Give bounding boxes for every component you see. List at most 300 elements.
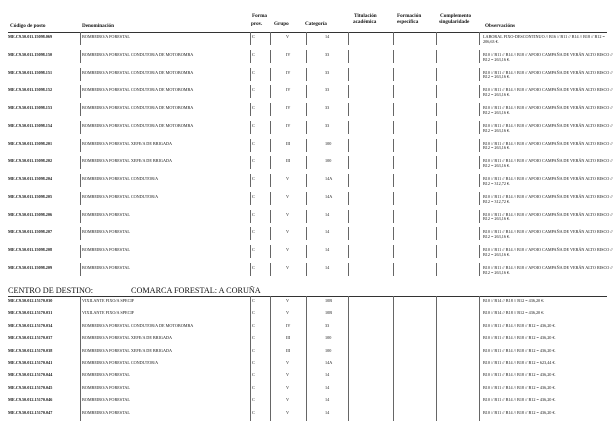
cell-denominacion: BOMBEIRO/A FORESTAL XEFE/A DE BRIGADA [82,140,173,146]
cell-code: ME.C9.50.012.15170.030 [8,298,53,303]
column-separator [393,395,394,408]
cell-categoria: 33 [325,105,330,110]
cell-forma-prov: C [252,322,255,328]
column-separator [348,370,349,383]
column-separator [436,32,437,45]
cell-code: ME.C9.50.011.15098.206 [8,211,53,217]
cell-grupo: V [286,176,290,181]
column-separator [250,263,251,276]
cell-categoria: 14 [325,247,330,252]
column-separator [348,395,349,408]
cell-grupo: III [286,347,291,353]
column-separator [436,245,437,258]
cell-denominacion: BOMBEIRO/A FORESTAL XEFE/A DE BRIGADA [82,335,173,341]
cell-denominacion: BOMBEIRO/A FORESTAL CONDUTOR/A DE MOTOBOMBA [82,51,194,57]
column-separator [80,333,81,346]
column-separator [393,121,394,134]
cell-grupo: V [286,360,290,365]
column-separator [348,85,349,98]
column-separator [393,210,394,223]
cell-grupo: IV [286,322,291,328]
column-separator [270,50,271,63]
cell-code: ME.C9.50.011.15098.151 [8,69,53,75]
column-separator [270,263,271,276]
column-separator [270,245,271,258]
column-separator [306,227,307,240]
column-separator [250,346,251,359]
column-separator [270,68,271,81]
cell-observaciones: B10 // B11 // B14 // B18 // APOIO CAMPAÑA DE VERÁN ALTO RISCO // B12 = 263,16 €. [483,140,613,151]
column-separator [306,156,307,169]
cell-code: ME.C9.50.012.15170.041 [8,360,53,365]
column-separator [479,383,480,396]
column-separator [80,121,81,134]
cell-denominacion: BOMBEIRO/A FORESTAL [82,372,130,378]
column-separator [80,227,81,240]
col-header-formacion: Formación [397,13,422,19]
column-separator [80,308,81,321]
cell-forma-prov: C [252,298,255,303]
column-separator [479,32,480,45]
column-separator [436,192,437,205]
column-separator [393,358,394,371]
cell-observaciones: B10 // B14 // B18 // B12 = 436,20 €. [483,310,545,316]
cell-observaciones: B10 // B11 // B14 // B18 // B12 = 436,20 €. [483,384,556,390]
cell-code: ME.C9.50.012.15170.038 [8,347,53,353]
column-separator [479,296,480,309]
col-header-complemento: Complemento [440,13,472,19]
cell-observaciones: B10 // B11 // B14 // B18 // APOIO CAMPAÑA DE VERÁN ALTO RISCO // B12 = 263,16 €. [483,264,613,275]
cell-denominacion: BOMBEIRO/A FORESTAL [82,384,130,390]
col-header-observaciones: Observacións [485,23,515,29]
column-separator [80,139,81,152]
column-separator [306,408,307,421]
column-separator [436,321,437,334]
cell-grupo: V [286,264,290,270]
column-separator [80,174,81,187]
column-separator [80,263,81,276]
column-separator [250,68,251,81]
cell-categoria: 100 [325,347,332,353]
column-separator [80,103,81,116]
cell-denominacion: VIXILANTE FIXO/A SPECIF [82,298,135,303]
cell-code: ME.C9.50.011.15098.150 [8,51,53,57]
column-separator [80,358,81,371]
header-divider [8,32,607,33]
cell-grupo: IV [286,87,291,93]
cell-grupo: V [286,34,290,39]
cell-observaciones: B10 // B11 // B14 // B18 // APOIO CAMPAÑA DE VERÁN ALTO RISCO // B12 = 263,16 €. [483,229,613,240]
column-separator [393,139,394,152]
column-separator [80,408,81,421]
column-separator [479,139,480,152]
cell-categoria: 14A [325,176,333,181]
cell-code: ME.C9.50.011.15098.204 [8,176,53,181]
cell-denominacion: BOMBEIRO/A FORESTAL CONDUTOR/A DE MOTOBOMBA [82,105,194,110]
column-separator [393,370,394,383]
column-separator [479,68,480,81]
column-separator [479,346,480,359]
column-separator [479,245,480,258]
column-separator [348,210,349,223]
cell-categoria: 14 [325,264,330,270]
cell-observaciones: B10 // B11 // B14 // B18 // B12 = 436,20 €. [483,322,556,328]
cell-forma-prov: C [252,264,255,270]
column-separator [436,121,437,134]
column-separator [306,296,307,309]
column-separator [393,346,394,359]
column-separator [270,358,271,371]
column-separator [250,321,251,334]
cell-denominacion: VIXILANTE FIXO/A SPECIF [82,310,135,316]
cell-code: ME.C9.50.011.15098.209 [8,264,53,270]
column-separator [479,358,480,371]
column-separator [436,68,437,81]
cell-denominacion: BOMBEIRO/A FORESTAL CONDUTOR/A DE MOTOBOMBA [82,122,194,128]
cell-denominacion: BOMBEIRO/A FORESTAL CONDUTOR/A [82,193,159,199]
column-separator [306,245,307,258]
column-separator [393,408,394,421]
col-header-forma: Forma [252,13,267,19]
cell-denominacion: BOMBEIRO/A FORESTAL [82,247,130,252]
column-separator [348,358,349,371]
cell-grupo: III [286,158,291,164]
column-separator [80,32,81,45]
column-separator [250,333,251,346]
column-separator [306,32,307,45]
column-separator [306,50,307,63]
column-separator [250,308,251,321]
column-separator [393,263,394,276]
column-separator [270,32,271,45]
cell-categoria: 100 [325,335,332,341]
column-separator [80,296,81,309]
column-separator [348,383,349,396]
column-separator [436,383,437,396]
col-header-complemento-2: singularidade [439,19,470,25]
cell-code: ME.C9.50.012.15170.037 [8,335,53,341]
column-separator [306,346,307,359]
cell-forma-prov: C [252,384,255,390]
column-separator [250,395,251,408]
cell-categoria: 14 [325,409,330,415]
cell-grupo: IV [286,69,291,75]
column-separator [479,192,480,205]
cell-categoria: 33 [325,122,330,128]
cell-code: ME.C9.50.011.15098.154 [8,122,53,128]
column-separator [348,263,349,276]
column-separator [348,408,349,421]
cell-denominacion: BOMBEIRO/A FORESTAL CONDUTOR/A DE MOTOBOMBA [82,322,194,328]
column-separator [306,85,307,98]
cell-forma-prov: C [252,193,255,199]
column-separator [270,103,271,116]
column-separator [436,408,437,421]
cell-observaciones: LABORAL FIXO-DESCONTINUO // B16 // B11 // B14 // B18 // B12 = 206,63 €. [483,34,605,44]
cell-code: ME.C9.50.011.15098.152 [8,87,53,93]
column-separator [250,227,251,240]
cell-observaciones: B10 // B14 // B18 // B12 = 436,20 €. [483,298,545,303]
cell-forma-prov: C [252,140,255,146]
cell-denominacion: BOMBEIRO/A FORESTAL [82,211,130,217]
cell-categoria: 14 [325,229,330,235]
cell-code: ME.C9.50.012.15170.046 [8,397,53,403]
column-separator [250,383,251,396]
col-header-categoria: Categoría [305,21,327,27]
cell-code: ME.C9.50.012.15170.044 [8,372,53,378]
column-separator [348,156,349,169]
cell-grupo: V [286,247,290,252]
column-separator [393,32,394,45]
column-separator [393,50,394,63]
column-separator [348,308,349,321]
column-separator [270,156,271,169]
cell-code: ME.C9.50.011.15098.069 [8,34,53,39]
cell-grupo: IV [286,122,291,128]
cell-forma-prov: C [252,51,255,57]
cell-categoria: 33 [325,51,330,57]
column-separator [393,85,394,98]
column-separator [348,245,349,258]
col-header-prov: prov. [251,21,263,27]
column-separator [270,346,271,359]
column-separator [348,50,349,63]
col-header-codigo: Código de posto [10,23,46,29]
column-separator [348,346,349,359]
cell-categoria: 14 [325,397,330,403]
column-separator [393,192,394,205]
column-separator [393,308,394,321]
cell-denominacion: BOMBEIRO/A FORESTAL [82,264,130,270]
cell-observaciones: B10 // B11 // B14 // B18 // B12 = 436,20 €. [483,335,556,341]
cell-denominacion: BOMBEIRO/A FORESTAL [82,409,130,415]
column-separator [270,296,271,309]
cell-grupo: V [286,211,290,217]
cell-categoria: 14 [325,34,330,39]
column-separator [250,358,251,371]
column-separator [436,174,437,187]
cell-grupo: V [286,229,290,235]
column-separator [479,370,480,383]
column-separator [250,121,251,134]
column-separator [250,139,251,152]
cell-denominacion: BOMBEIRO/A FORESTAL XEFE/A DE BRIGADA [82,158,173,164]
column-separator [306,68,307,81]
column-separator [348,296,349,309]
cell-code: ME.C9.50.011.15098.202 [8,158,53,164]
cell-categoria: 10B [325,298,332,303]
column-separator [393,245,394,258]
cell-categoria: 14A [325,193,333,199]
cell-observaciones: B10 // B11 // B14 // B18 // APOIO CAMPAÑA DE VERÁN ALTO RISCO // B12 = 263,16 €. [483,69,613,80]
cell-grupo: V [286,193,290,199]
column-separator [479,308,480,321]
column-separator [306,103,307,116]
cell-code: ME.C9.50.012.15170.034 [8,322,53,328]
cell-code: ME.C9.50.011.15098.207 [8,229,53,235]
column-separator [306,321,307,334]
cell-observaciones: B10 // B11 // B14 // B18 // APOIO CAMPAÑA DE VERÁN ALTO RISCO // B12 = 263,16 €. [483,122,613,133]
column-separator [348,227,349,240]
cell-categoria: 14A [325,360,333,365]
cell-grupo: III [286,335,291,341]
column-separator [436,50,437,63]
cell-forma-prov: C [252,87,255,93]
column-separator [80,68,81,81]
column-separator [80,192,81,205]
column-separator [270,85,271,98]
column-separator [306,121,307,134]
column-separator [479,227,480,240]
cell-observaciones: B10 // B11 // B14 // B18 // APOIO CAMPAÑA DE VERÁN ALTO RISCO // B12 = 263,16 €. [483,247,613,257]
cell-denominacion: BOMBEIRO/A FORESTAL [82,397,130,403]
cell-grupo: V [286,397,290,403]
column-separator [306,210,307,223]
column-separator [306,139,307,152]
column-separator [436,308,437,321]
col-header-grupo: Grupo [274,21,289,27]
column-separator [436,139,437,152]
cell-forma-prov: C [252,372,255,378]
col-header-titulacion-2: académica [353,19,377,25]
cell-observaciones: B10 // B11 // B14 // B18 // APOIO CAMPAÑA DE VERÁN ALTO RISCO // B12 = 263,16 €. [483,87,613,98]
cell-denominacion: BOMBEIRO/A FORESTAL CONDUTOR/A DE MOTOBOMBA [82,87,194,93]
column-separator [348,174,349,187]
cell-code: ME.C9.50.011.15098.153 [8,105,53,110]
column-separator [436,346,437,359]
column-separator [306,395,307,408]
column-separator [393,156,394,169]
column-separator [270,174,271,187]
column-separator [479,395,480,408]
column-separator [436,358,437,371]
column-separator [270,321,271,334]
column-separator [250,50,251,63]
cell-observaciones: B10 // B11 // B14 // B18 // APOIO CAMPAÑA DE VERÁN ALTO RISCO // B12 = 263,16 €. [483,51,613,62]
cell-categoria: 100 [325,140,332,146]
column-separator [80,50,81,63]
cell-observaciones: B10 // B11 // B14 // B18 // B12 = 436,20 €. [483,409,556,415]
cell-categoria: 100 [325,158,332,164]
column-separator [80,210,81,223]
cell-forma-prov: C [252,397,255,403]
column-separator [479,85,480,98]
column-separator [270,383,271,396]
cell-observaciones: B10 // B11 // B14 // B18 // B12 = 436,20 €. [483,397,556,403]
column-separator [436,370,437,383]
column-separator [250,156,251,169]
column-separator [306,333,307,346]
column-separator [436,85,437,98]
column-separator [393,296,394,309]
column-separator [270,227,271,240]
cell-code: ME.C9.50.012.15170.031 [8,310,53,316]
cell-code: ME.C9.50.011.15098.201 [8,140,53,146]
column-separator [270,333,271,346]
cell-categoria: 33 [325,87,330,93]
cell-denominacion: BOMBEIRO/A FORESTAL [82,34,130,39]
cell-denominacion: BOMBEIRO/A FORESTAL CONDUTOR/A [82,176,159,181]
column-separator [306,358,307,371]
cell-observaciones: B10 // B11 // B14 // B18 // APOIO CAMPAÑA DE VERÁN ALTO RISCO // B12 = 263,16 €. [483,211,613,222]
column-separator [393,68,394,81]
column-separator [306,308,307,321]
column-separator [80,156,81,169]
column-separator [348,103,349,116]
cell-grupo: V [286,298,290,303]
column-separator [270,139,271,152]
cell-categoria: 33 [325,69,330,75]
column-separator [80,321,81,334]
cell-forma-prov: C [252,347,255,353]
column-separator [80,85,81,98]
column-separator [306,383,307,396]
column-separator [270,121,271,134]
cell-code: ME.C9.50.011.15098.208 [8,247,53,252]
column-separator [479,174,480,187]
column-separator [250,296,251,309]
cell-forma-prov: C [252,247,255,252]
section-label: CENTRO DE DESTINO: [8,286,94,295]
cell-denominacion: BOMBEIRO/A FORESTAL CONDUTOR/A DE MOTOBOMBA [82,69,194,75]
cell-observaciones: B10 // B11 // B14 // B18 // APOIO CAMPAÑA DE VERÁN ALTO RISCO // B12 = 312,72 €. [483,176,613,186]
column-separator [250,245,251,258]
column-separator [393,103,394,116]
cell-observaciones: B10 // B11 // B14 // B18 // APOIO CAMPAÑA DE VERÁN ALTO RISCO // B12 = 263,16 €. [483,158,613,169]
column-separator [393,321,394,334]
column-separator [436,210,437,223]
col-header-titulacion: Titulación [354,13,377,19]
cell-code: ME.C9.50.011.15098.205 [8,193,53,199]
column-separator [348,32,349,45]
column-separator [270,370,271,383]
col-header-denominacion: Denominación [82,23,114,29]
column-separator [479,408,480,421]
cell-grupo: III [286,140,291,146]
column-separator [479,333,480,346]
cell-observaciones: B10 // B11 // B14 // B18 // APOIO CAMPAÑA DE VERÁN ALTO RISCO // B12 = 263,16 €. [483,105,613,115]
column-separator [479,156,480,169]
cell-denominacion: BOMBEIRO/A FORESTAL XEFE/A DE BRIGADA [82,347,173,353]
column-separator [306,263,307,276]
cell-forma-prov: C [252,211,255,217]
column-separator [250,192,251,205]
column-separator [348,68,349,81]
cell-denominacion: BOMBEIRO/A FORESTAL CONDUTOR/A [82,360,159,365]
column-separator [479,263,480,276]
column-separator [80,395,81,408]
column-separator [250,210,251,223]
column-separator [436,103,437,116]
column-separator [436,227,437,240]
column-separator [436,296,437,309]
cell-forma-prov: C [252,229,255,235]
cell-categoria: 14 [325,372,330,378]
column-separator [80,370,81,383]
cell-code: ME.C9.50.012.15170.047 [8,409,53,415]
cell-categoria: 14 [325,211,330,217]
cell-grupo: V [286,372,290,378]
cell-denominacion: BOMBEIRO/A FORESTAL [82,229,130,235]
cell-code: ME.C9.50.012.15170.045 [8,384,53,390]
cell-grupo: IV [286,105,291,110]
column-separator [479,121,480,134]
cell-grupo: V [286,384,290,390]
cell-categoria: 14 [325,384,330,390]
cell-forma-prov: C [252,335,255,341]
column-separator [436,395,437,408]
column-separator [270,395,271,408]
